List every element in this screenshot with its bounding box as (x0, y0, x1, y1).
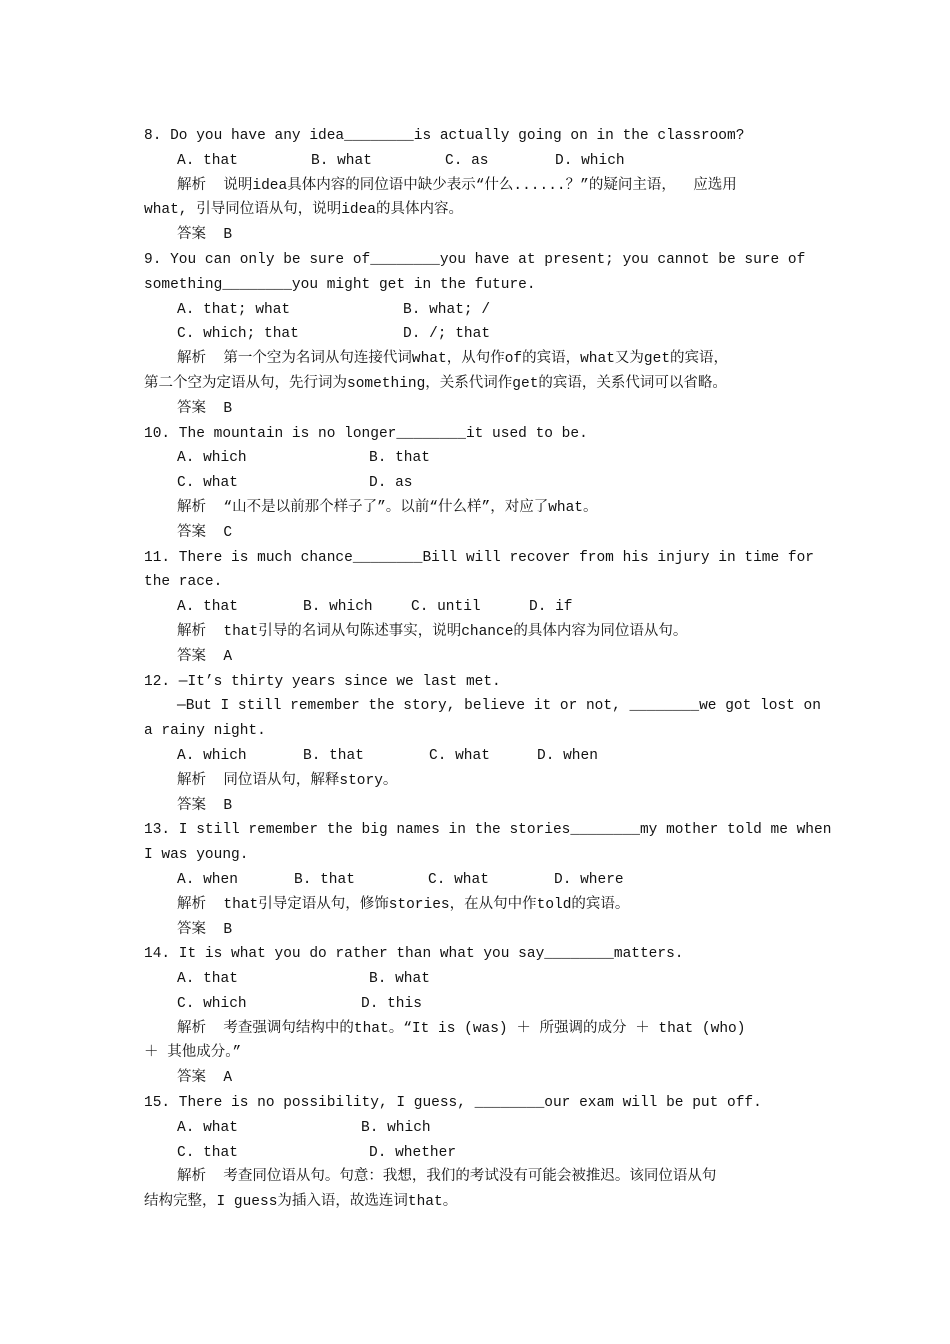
option-c: C. what (429, 747, 490, 764)
question-8-answer: 答案 B (177, 227, 233, 244)
question-14-stem: 14. It is what you do rather than what you say________matters. (144, 946, 684, 963)
question-13-stem-cont: I was young. (144, 847, 249, 864)
option-a: A. which (177, 450, 247, 467)
question-12-stem-cont: a rainy night. (144, 723, 266, 740)
option-c: C. which (177, 995, 247, 1012)
option-d: D. this (361, 995, 422, 1012)
option-a: A. that; what (177, 301, 291, 318)
question-15-options-row2 (144, 1141, 808, 1166)
option-b: B. that (369, 450, 430, 467)
question-13-options (144, 868, 808, 893)
option-a: A. what (177, 1119, 238, 1136)
question-12-analysis: 解析 同位语从句，解释story。 (177, 772, 398, 789)
question-9-stem: 9. You can only be sure of________you have at present; you cannot be sure of (144, 251, 806, 268)
option-a: A. which (177, 747, 247, 764)
question-8-analysis-cont: what, 引导同位语从句，说明idea的具体内容。 (144, 202, 464, 219)
question-9-analysis: 解析 第一个空为名词从句连接代词what，从句作of的宾语，what又为get的宾语， (177, 351, 729, 368)
option-b: B. which (303, 599, 373, 616)
question-10-analysis: 解析 “山不是以前那个样子了”。以前“什么样”，对应了what。 (177, 499, 598, 516)
option-d: D. where (554, 871, 624, 888)
question-12-stem: 12. —It’s thirty years since we last met. (144, 673, 501, 690)
option-d: D. which (555, 152, 625, 169)
option-d: D. whether (369, 1144, 457, 1161)
option-c: C. until (411, 599, 481, 616)
option-a: A. that (177, 599, 238, 616)
question-9-answer: 答案 B (177, 400, 233, 417)
option-a: A. that (177, 971, 238, 988)
question-14-options-row1 (144, 967, 808, 992)
question-8-analysis: 解析 说明idea具体内容的同位语中缺少表示“什么......？”的疑问主语， 应选用 (177, 177, 737, 194)
option-b: B. what; / (403, 301, 491, 318)
question-9-options-row2 (144, 322, 808, 347)
question-11-analysis: 解析 that引导的名词从句陈述事实，说明chance的具体内容为同位语从句。 (177, 623, 688, 640)
question-10-stem: 10. The mountain is no longer________it used to be. (144, 425, 588, 442)
question-11-stem-cont: the race. (144, 574, 223, 591)
option-b: B. that (303, 747, 364, 764)
option-b: B. which (361, 1119, 431, 1136)
question-8-options (144, 149, 808, 174)
question-11-options (144, 595, 808, 620)
question-14-options-row2 (144, 992, 808, 1017)
option-b: B. that (294, 871, 355, 888)
question-15-analysis: 解析 考查同位语从句。句意：我想，我们的考试没有可能会被推迟。该同位语从句 (177, 1169, 717, 1186)
option-b: B. what (369, 971, 430, 988)
option-c: C. what (177, 475, 238, 492)
option-c: C. which; that (177, 326, 299, 343)
question-9-stem-cont: something________you might get in the future. (144, 276, 536, 293)
option-c: C. as (445, 152, 489, 169)
question-12-answer: 答案 B (177, 797, 233, 814)
question-9-analysis-cont: 第二个空为定语从句，先行词为something，关系代词作get的宾语，关系代词可以省略。 (144, 375, 727, 392)
question-15-analysis-cont: 结构完整，I guess为插入语，故选连词that。 (144, 1194, 458, 1211)
option-d: D. as (369, 475, 413, 492)
option-c: C. that (177, 1144, 238, 1161)
option-d: D. /; that (403, 326, 491, 343)
question-12-stem-reply: —But I still remember the story, believe it or not, ________we got lost on (177, 698, 821, 715)
question-12-options (144, 744, 808, 769)
question-10-options-row2 (144, 471, 808, 496)
question-11-answer: 答案 A (177, 648, 233, 665)
question-15-stem: 15. There is no possibility, I guess, ________our exam will be put off. (144, 1095, 762, 1112)
question-13-analysis: 解析 that引导定语从句，修饰stories，在从句中作told的宾语。 (177, 896, 630, 913)
document-page (144, 124, 832, 1215)
option-d: D. when (537, 747, 598, 764)
question-15-options-row1 (144, 1116, 808, 1141)
question-11-stem: 11. There is much chance________Bill will recover from his injury in time for (144, 549, 815, 566)
option-c: C. what (428, 871, 489, 888)
question-13-answer: 答案 B (177, 921, 233, 938)
question-10-answer: 答案 C (177, 524, 233, 541)
option-d: D. if (529, 599, 573, 616)
question-14-analysis-cont: ＋ 其他成分。” (144, 1045, 242, 1062)
question-13-stem: 13. I still remember the big names in the stories________my mother told me when (144, 822, 832, 839)
question-10-options-row1 (144, 446, 808, 471)
question-14-answer: 答案 A (177, 1070, 233, 1087)
question-8-stem: 8. Do you have any idea________is actually going on in the classroom? (144, 128, 745, 144)
question-14-analysis: 解析 考查强调句结构中的that。“It is (was) ＋ 所强调的成分 ＋ that (who) (177, 1020, 746, 1037)
option-a: A. when (177, 871, 238, 888)
option-b: B. what (311, 152, 372, 169)
option-a: A. that (177, 152, 238, 169)
question-9-options-row1 (144, 298, 808, 323)
